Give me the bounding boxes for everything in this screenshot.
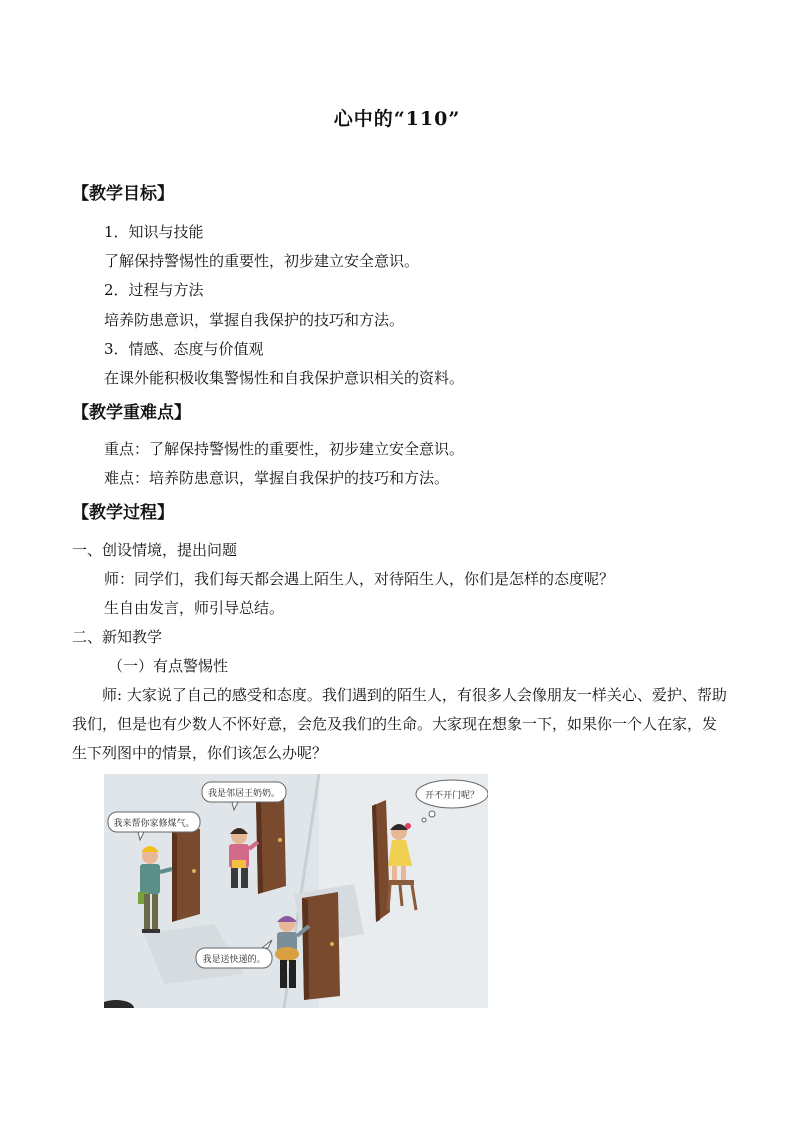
page-title: 心中的“110” (333, 108, 461, 130)
bubble-text-repair: 我来帮你家修煤气。 (113, 819, 195, 829)
process-part2-paragraph: 师: 大家说了自己的感受和态度。我们遇到的陌生人，有很多人会像朋友一样关心、爱护、帮助我们，但是也有少数人不怀好意，会危及我们的生命。大家现在想象一下，如果你一个人在家，发生下列图中的情景，你们该怎么办呢？ (72, 686, 727, 762)
goal-text-2: 培养防患意识，掌握自我保护的技巧和方法。 (104, 311, 405, 329)
process-part1-teacher: 师：同学们，我们每天都会遇上陌生人，对待陌生人，你们是怎样的态度呢？ (104, 570, 615, 588)
process-part1-student: 生自由发言，师引导总结。 (104, 599, 285, 617)
bubble-text-delivery: 我是送快递的。 (202, 955, 266, 965)
goal-text-1: 了解保持警惕性的重要性，初步建立安全意识。 (104, 252, 420, 270)
goal-label-3: 3．情感、态度与价值观 (104, 340, 264, 358)
goal-text-3: 在课外能积极收集警惕性和自我保护意识相关的资料。 (104, 369, 465, 387)
bubble-text-child: 开不开门呢？ (424, 791, 480, 801)
process-part2-subtitle: （一）有点警惕性 (108, 657, 229, 675)
goal-label-1: 1．知识与技能 (104, 223, 204, 241)
scenario-illustration-art (104, 774, 488, 1008)
section-heading-key-points: 【教学重难点】 (72, 403, 191, 423)
process-part1-title: 一、创设情境，提出问题 (72, 541, 238, 559)
section-heading-goals: 【教学目标】 (72, 184, 174, 204)
goal-label-2: 2．过程与方法 (104, 281, 204, 299)
scenario-illustration (104, 774, 488, 1008)
key-point-important: 重点：了解保持警惕性的重要性，初步建立安全意识。 (104, 440, 465, 458)
bubble-text-neighbor: 我是邻居王奶奶。 (207, 789, 281, 799)
section-heading-process: 【教学过程】 (72, 503, 174, 523)
key-point-difficult: 难点：培养防患意识，掌握自我保护的技巧和方法。 (104, 469, 450, 487)
process-part2-title: 二、新知教学 (72, 628, 163, 646)
